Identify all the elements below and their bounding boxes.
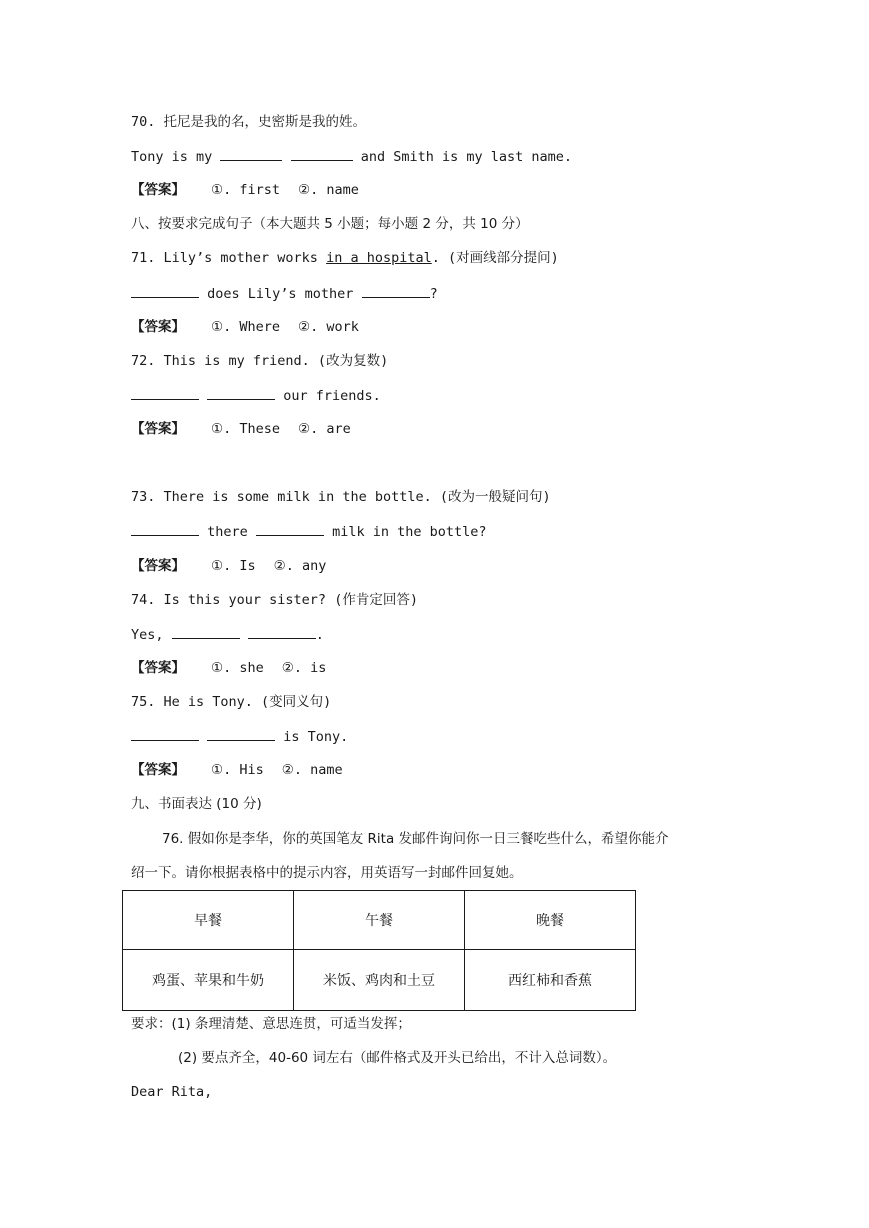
meal-cell-breakfast: 鸡蛋、苹果和牛奶 bbox=[123, 950, 294, 1011]
q70-blank-1 bbox=[220, 147, 282, 161]
q74-answer-2: ②. is bbox=[281, 660, 327, 676]
q72-answer bbox=[131, 420, 351, 438]
q73-answer-1: ①. Is bbox=[211, 558, 256, 574]
q71-suffix: . (对画线部分提问) bbox=[431, 250, 559, 266]
q75-blank-2 bbox=[207, 727, 275, 741]
q73-answer-label: 【答案】 bbox=[131, 558, 185, 574]
q71-underlined: in a hospital bbox=[326, 250, 432, 266]
q75-answer-2: ②. name bbox=[281, 762, 343, 778]
q70-question: 70. 托尼是我的名，史密斯是我的姓。 bbox=[131, 114, 367, 130]
meal-header-breakfast: 早餐 bbox=[123, 891, 294, 950]
q72-answer-1: ①. These bbox=[211, 421, 280, 437]
q74-question: 74. Is this your sister? (作肯定回答) bbox=[131, 592, 418, 608]
q74-blank-2 bbox=[248, 625, 316, 639]
q71-fill-end: ? bbox=[429, 286, 438, 302]
q72-answer-label: 【答案】 bbox=[131, 421, 185, 437]
q76-requirement-1: 要求：(1) 条理清楚、意思连贯，可适当发挥； bbox=[131, 1016, 411, 1032]
q72-fill bbox=[131, 386, 381, 405]
q73-fill-end: milk in the bottle? bbox=[332, 524, 487, 540]
q76-greeting: Dear Rita, bbox=[131, 1084, 213, 1100]
q71-blank-1 bbox=[131, 284, 199, 298]
q71-prefix: 71. Lily’s mother works bbox=[131, 250, 318, 266]
q75-blank-1 bbox=[131, 727, 199, 741]
q76-prompt-line-1: 76. 假如你是李华，你的英国笔友 Rita 发邮件询问你一日三餐吃些什么，希望你能介 bbox=[162, 831, 669, 847]
q75-answer-1: ①. His bbox=[211, 762, 264, 778]
meal-table-header-row bbox=[123, 891, 636, 950]
q73-answer-2: ②. any bbox=[273, 558, 327, 574]
meal-cell-lunch: 米饭、鸡肉和土豆 bbox=[294, 950, 465, 1011]
q76-requirement-2: (2) 要点齐全，40-60 词左右（邮件格式及开头已给出，不计入总词数）。 bbox=[178, 1050, 617, 1066]
q72-fill-end: our friends. bbox=[283, 388, 381, 404]
meal-table-body-row bbox=[123, 950, 636, 1011]
q73-question: 73. There is some milk in the bottle. (改为一般疑问句) bbox=[131, 489, 551, 505]
q70-sentence-start: Tony is my bbox=[131, 149, 213, 165]
q75-question: 75. He is Tony. (变同义句) bbox=[131, 694, 332, 710]
q76-prompt-line-2: 绍一下。请你根据表格中的提示内容，用英语写一封邮件回复她。 bbox=[131, 865, 523, 881]
q70-answer bbox=[131, 181, 359, 199]
q70-answer-1: ①. first bbox=[211, 182, 280, 198]
q70-answer-label: 【答案】 bbox=[131, 182, 185, 198]
q71-answer-label: 【答案】 bbox=[131, 319, 185, 335]
q74-answer-label: 【答案】 bbox=[131, 660, 185, 676]
q74-answer-1: ①. she bbox=[211, 660, 264, 676]
q73-blank-2 bbox=[256, 522, 324, 536]
q74-fill-end: . bbox=[315, 627, 324, 643]
meal-table bbox=[122, 890, 636, 1011]
q75-answer-label: 【答案】 bbox=[131, 762, 185, 778]
q74-fill-start: Yes, bbox=[131, 627, 164, 643]
q73-answer bbox=[131, 557, 326, 575]
q72-blank-1 bbox=[131, 386, 199, 400]
q73-fill-middle: there bbox=[207, 524, 248, 540]
section-9-title: 九、书面表达 (10 分) bbox=[131, 796, 262, 812]
meal-cell-dinner: 西红柿和香蕉 bbox=[465, 950, 636, 1011]
q70-sentence bbox=[131, 147, 572, 166]
q70-answer-2: ②. name bbox=[298, 182, 359, 198]
q71-answer bbox=[131, 318, 359, 336]
q75-answer bbox=[131, 761, 343, 779]
q75-fill bbox=[131, 727, 348, 746]
q71-question bbox=[131, 249, 559, 267]
q73-blank-1 bbox=[131, 522, 199, 536]
q71-answer-2: ②. work bbox=[298, 319, 359, 335]
q74-fill bbox=[131, 625, 324, 644]
meal-header-lunch: 午餐 bbox=[294, 891, 465, 950]
q72-answer-2: ②. are bbox=[298, 421, 351, 437]
q75-fill-end: is Tony. bbox=[283, 729, 349, 745]
q70-sentence-end: and Smith is my last name. bbox=[360, 149, 573, 165]
q73-fill bbox=[131, 522, 487, 541]
q71-fill-middle: does Lily’s mother bbox=[207, 286, 354, 302]
q71-fill bbox=[131, 284, 438, 303]
q74-blank-1 bbox=[172, 625, 240, 639]
meal-header-dinner: 晚餐 bbox=[465, 891, 636, 950]
q71-blank-2 bbox=[362, 284, 430, 298]
q74-answer bbox=[131, 659, 326, 677]
q70-blank-2 bbox=[291, 147, 353, 161]
q71-answer-1: ①. Where bbox=[211, 319, 280, 335]
section-8-title: 八、按要求完成句子（本大题共 5 小题；每小题 2 分，共 10 分） bbox=[131, 216, 529, 232]
q72-question: 72. This is my friend. (改为复数) bbox=[131, 353, 389, 369]
q72-blank-2 bbox=[207, 386, 275, 400]
